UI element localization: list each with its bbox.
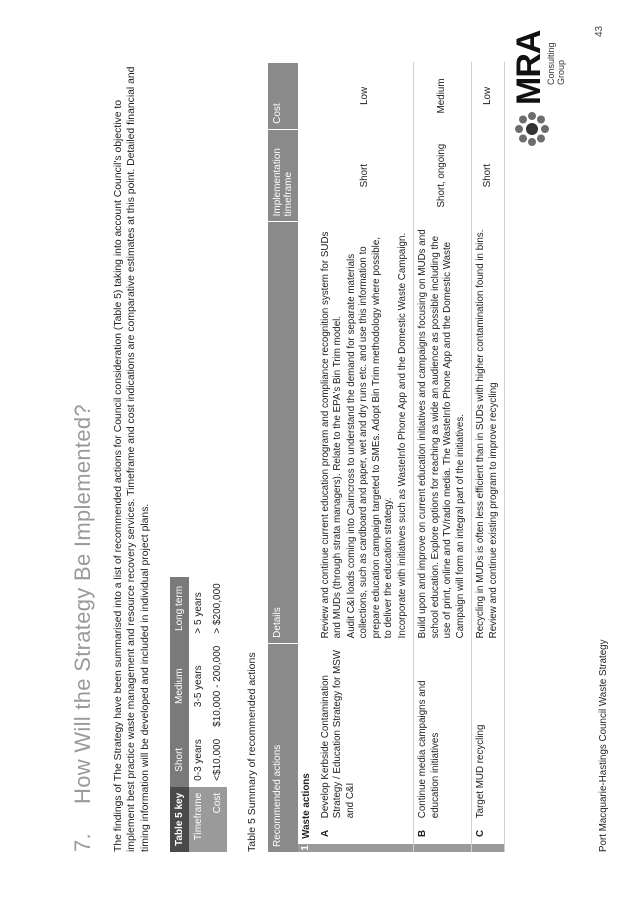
row-letter: B [414,823,472,844]
footer-text: Port Macquarie-Hastings Council Waste Strategy [598,639,609,852]
row-details: Build upon and improve on current education initiatives and campaigns focusing on MUDs and school education. Explore options for reaching as wide an audience as possible including the use of print, online and TV/radio media. The WasteInfo Phone App and the Domestic Waste Campaign will form an integral part of the initiatives. [414,222,472,643]
key-cell: > 5 years [193,592,204,634]
logo-brand: MRA [510,30,548,105]
row-details: Recycling in MUDs is often less efficient than in SUDs with higher contamination found in bins. Review and continue existing program to improve recycling [472,222,505,643]
key-header-row [170,577,189,852]
section-title: Waste actions [301,773,312,839]
row-cost: Low [472,63,505,130]
key-cell: 3-5 years [193,665,204,708]
page-number: 43 [594,25,605,37]
key-row-label: Timeframe [189,787,208,852]
key-cell: <$10,000 [212,738,223,781]
logo-subtitle: Consulting Group [546,42,566,85]
row-letter: A [317,823,414,844]
key-col-medium: Medium [170,640,189,733]
header-recommended-actions: Recommended actions [268,643,298,852]
row-timeframe: Short [317,129,414,222]
table-row [317,63,414,853]
key-cell: $10,000 - 200,000 [212,645,223,727]
key-row-timeframe [189,577,208,852]
section-index: 1 [298,844,317,852]
key-cell: 0-3 years [193,739,204,781]
intro-paragraph: The findings of The Strategy have been summarised into a list of recommended actions for Council consideration (Table 5) taking into account Council's objective to implement best practice waste management and resource recovery services. Timeframe and cost indications are comparative estimates at this point. Detailed financial and timing information will be developed and included in individual project plans. [113,66,151,852]
key-col-short: Short [170,733,189,787]
key-row-cost [208,577,227,852]
section-heading [70,404,96,852]
key-col-long: Long term [170,577,189,639]
row-timeframe: Short, ongoing [414,129,472,222]
section-row [298,63,317,853]
mra-logo [510,17,570,147]
table-row [414,63,472,853]
header-cost: Cost [268,63,298,130]
recommended-actions-table [268,62,505,852]
row-cost: Medium [414,63,472,130]
key-row-label: Cost [208,787,227,852]
row-timeframe: Short [472,129,505,222]
table-row [472,63,505,853]
actions-header-row [268,63,298,853]
table-caption: Table 5 Summary of recommended actions [246,652,258,852]
header-details: Details [268,222,298,643]
table-5-key [170,577,227,852]
logo-mark-icon [514,111,550,147]
row-cost: Low [317,63,414,130]
row-action: Develop Kerbside Contamination Strategy / Education Strategy for MSW and C&I [317,643,414,823]
section-number: 7. [70,833,95,852]
row-action: Target MUD recycling [472,643,505,823]
row-action: Continue media campaigns and education initiatives [414,643,472,823]
key-title: Table 5 key [170,787,189,852]
header-timeframe: Implementation timeframe [268,129,298,222]
key-cell: > $200,000 [212,583,223,634]
row-details: Review and continue current education program and compliance recognition system for SUDs and MUDs (through strata managers). Relate to the EPA's Bin Trim model. Audit C&I loads coming into Cairncross to understand the demand for separate materials collections, such as cardboard and paper, wet and dry runs etc. and use this information to prepare education campaign targeted to SMEs. Adopt Bin Trim methodology where possible, to deliver the education strategy. Incorporate with initiatives such as WasteInfo Phone App and the Domestic Waste Campaign. [317,222,414,643]
row-letter: C [472,823,505,844]
section-title: How Will the Strategy Be Implemented? [70,404,95,804]
